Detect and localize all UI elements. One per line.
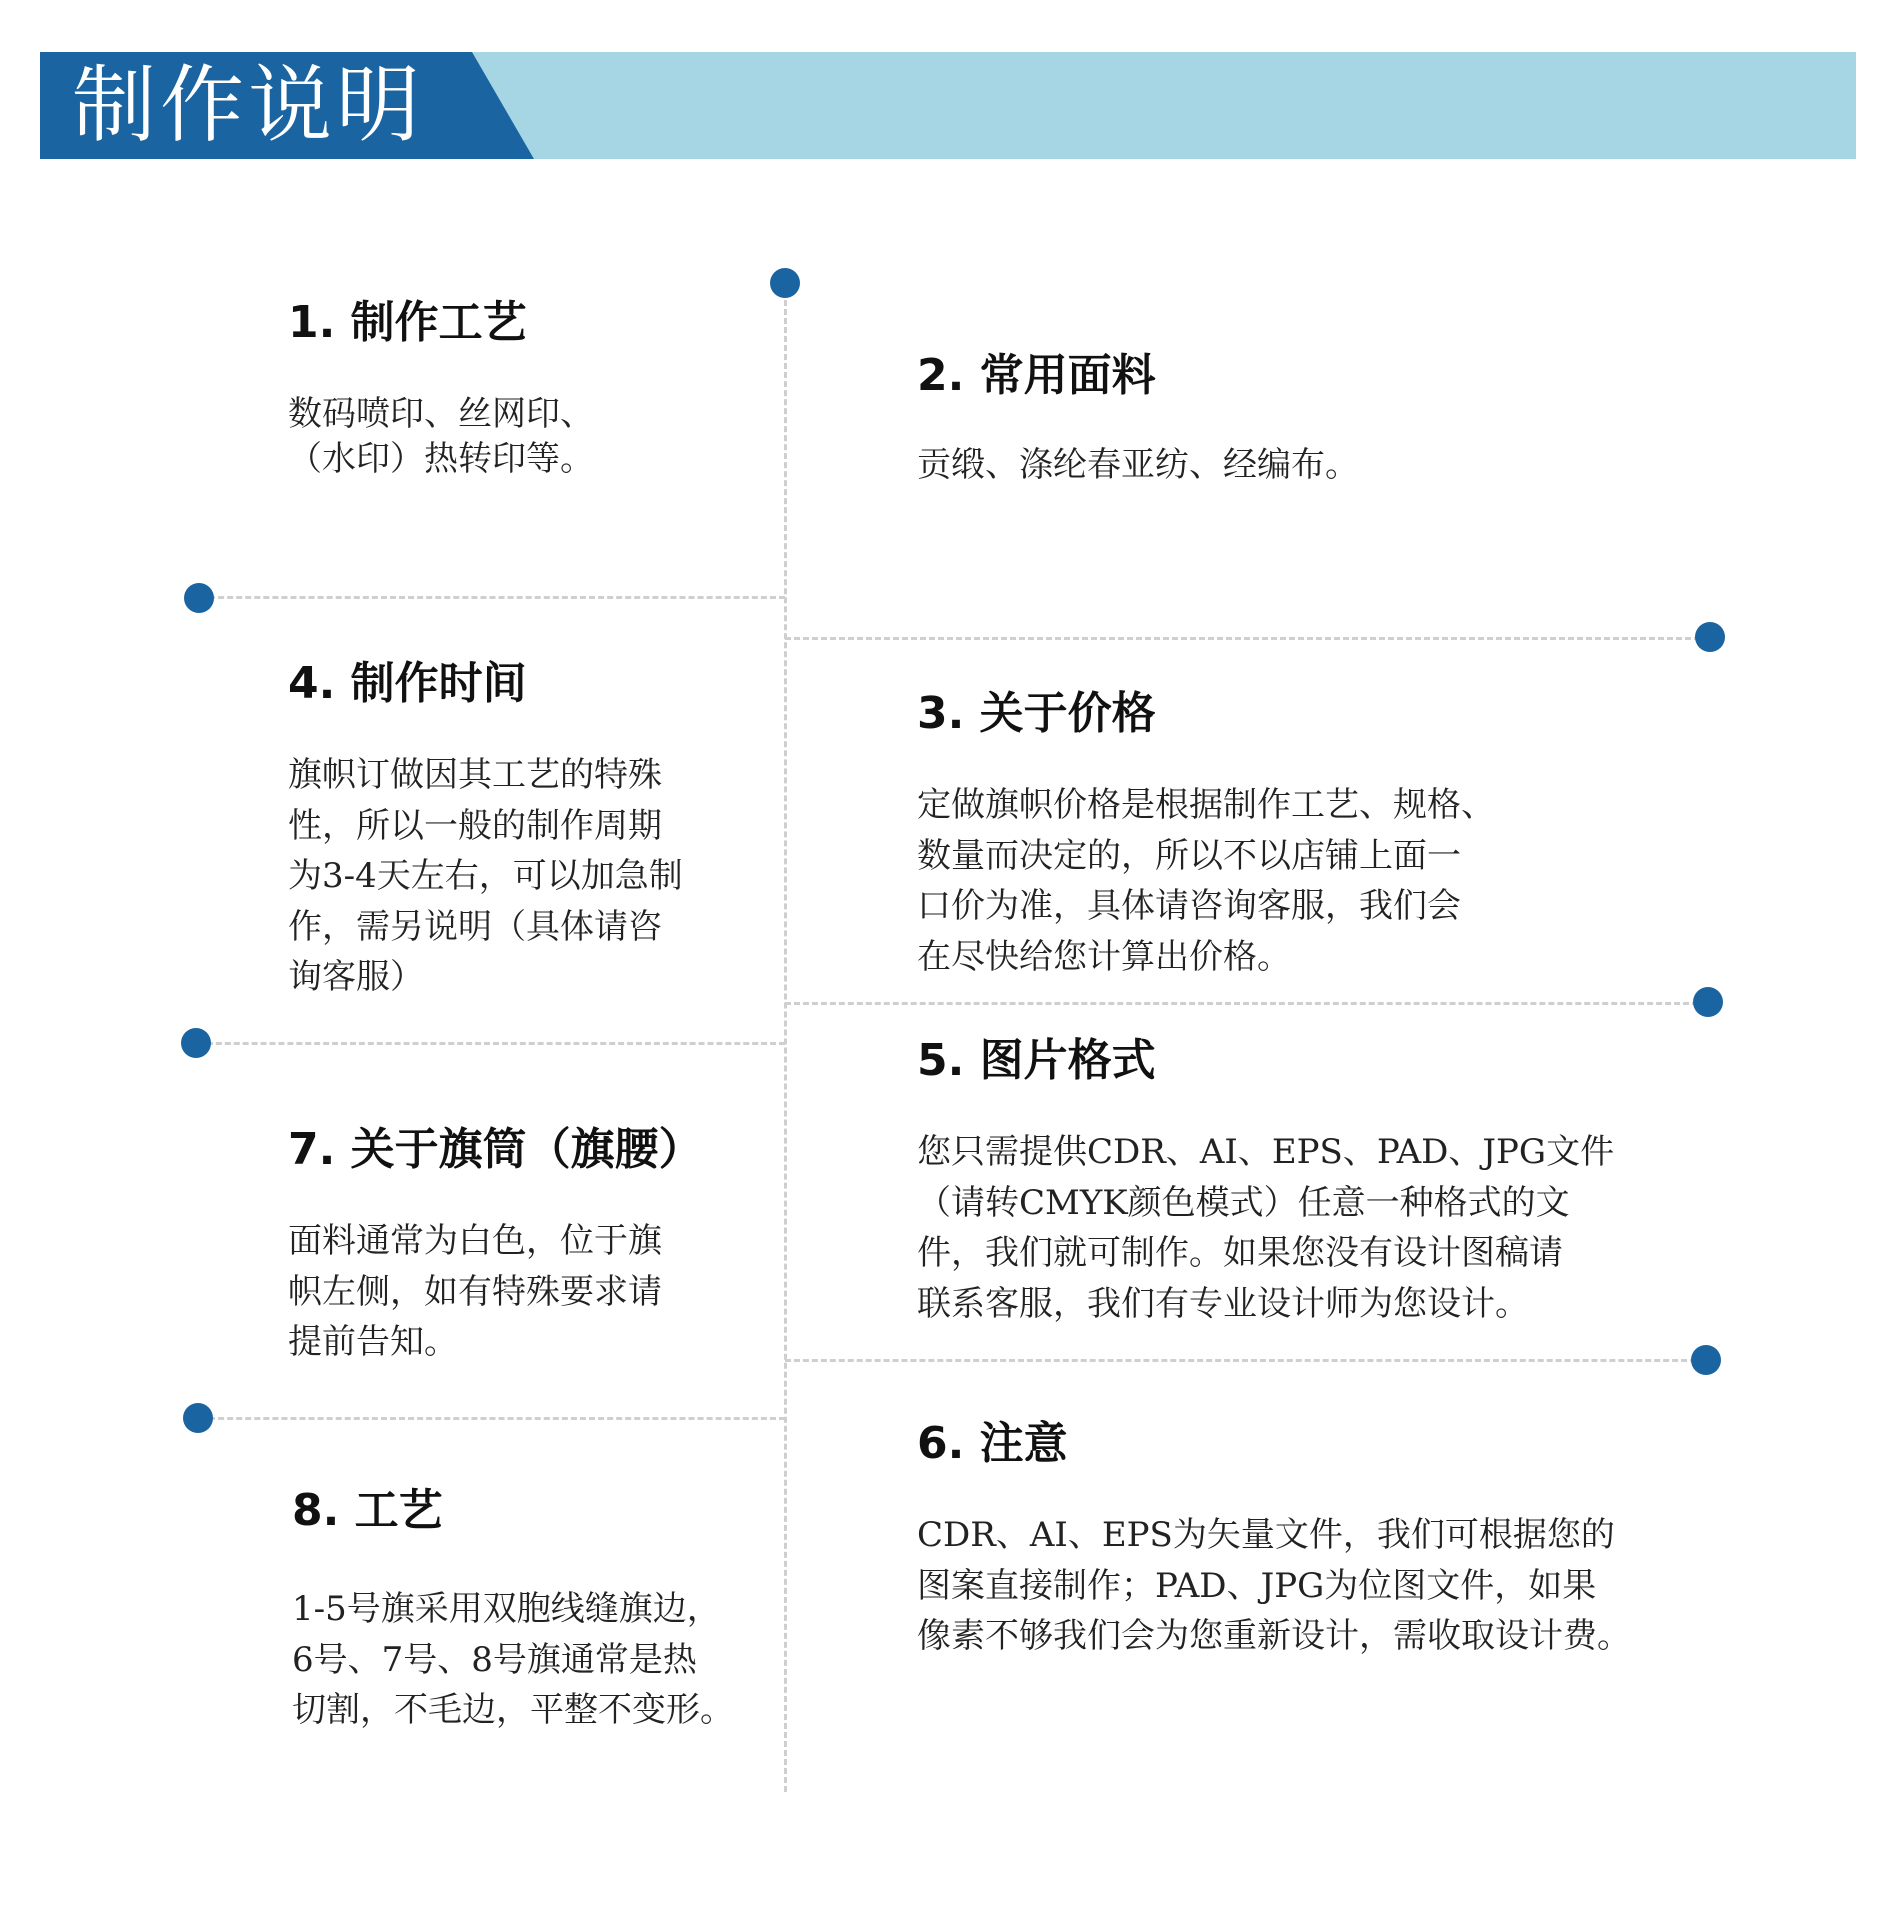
section-card-6 (917, 1418, 1631, 1662)
body-line: 作，需另说明（具体请咨 (288, 906, 662, 947)
body-line: 件，我们就可制作。如果您没有设计图稿请 (917, 1233, 1563, 1273)
divider-left-2 (198, 1042, 785, 1045)
section-title: 6. 注意 (917, 1418, 1068, 1469)
timeline-dot (183, 1403, 213, 1433)
timeline-dot (1695, 622, 1725, 652)
timeline-dot (184, 583, 214, 613)
section-title: 3. 关于价格 (917, 688, 1156, 739)
body-line: 提前告知。 (288, 1322, 458, 1362)
section-body (917, 1127, 1614, 1329)
body-line: 在尽快给您计算出价格。 (917, 936, 1291, 977)
section-body (917, 440, 1359, 491)
body-line: 旗帜订做因其工艺的特殊 (288, 755, 662, 795)
body-line: 数码喷印、丝网印、 (288, 394, 594, 434)
body-line: 贡缎、涤纶春亚纺、经编布。 (917, 445, 1359, 485)
timeline-dot (181, 1028, 211, 1058)
body-line: （水印）热转印等。 (288, 438, 594, 479)
body-line: 为3-4天左右，可以加急制 (288, 856, 683, 896)
section-title: 1. 制作工艺 (288, 297, 527, 348)
divider-right-2 (785, 1002, 1707, 1005)
body-line: 定做旗帜价格是根据制作工艺、规格、 (917, 785, 1495, 825)
section-body (917, 1510, 1631, 1662)
section-card-3 (917, 688, 1495, 982)
section-card-5 (917, 1035, 1614, 1329)
divider-right-1 (785, 637, 1709, 640)
timeline-dot (770, 268, 800, 298)
timeline-vertical-line (784, 282, 787, 1792)
page-title: 制作说明 (72, 56, 425, 154)
section-title: 7. 关于旗筒（旗腰） (288, 1124, 703, 1175)
section-card-1 (288, 297, 594, 484)
body-line: 图案直接制作；PAD、JPG为位图文件，如果 (917, 1565, 1597, 1606)
timeline-dot (1691, 1345, 1721, 1375)
body-line: CDR、AI、EPS为矢量文件，我们可根据您的 (917, 1515, 1615, 1555)
body-line: 面料通常为白色，位于旗 (288, 1221, 662, 1261)
body-line: 联系客服，我们有专业设计师为您设计。 (917, 1283, 1529, 1324)
body-line: 6号、7号、8号旗通常是热 (292, 1639, 697, 1680)
body-line: 口价为准，具体请咨询客服，我们会 (917, 886, 1461, 926)
body-line: 询客服） (288, 957, 424, 997)
timeline-dot (1693, 987, 1723, 1017)
section-body (288, 750, 683, 1003)
body-line: 您只需提供CDR、AI、EPS、PAD、JPG文件 (917, 1132, 1615, 1172)
section-body (288, 389, 594, 484)
divider-left-3 (200, 1417, 785, 1420)
body-line: 切割，不毛边，平整不变形。 (292, 1690, 734, 1730)
section-card-2 (917, 350, 1359, 491)
section-title: 2. 常用面料 (917, 350, 1156, 401)
body-line: （请转CMYK颜色模式）任意一种格式的文 (917, 1182, 1570, 1223)
section-body (288, 1216, 703, 1368)
divider-left-1 (200, 596, 785, 599)
body-line: 像素不够我们会为您重新设计，需收取设计费。 (917, 1616, 1631, 1656)
section-card-7 (288, 1124, 703, 1368)
body-line: 数量而决定的，所以不以店铺上面一 (917, 835, 1461, 876)
divider-right-3 (785, 1359, 1705, 1362)
section-title: 8. 工艺 (292, 1485, 443, 1536)
section-body (917, 780, 1495, 982)
body-line: 帜左侧，如有特殊要求请 (288, 1271, 662, 1312)
section-title: 4. 制作时间 (288, 658, 527, 709)
body-line: 性，所以一般的制作周期 (288, 805, 662, 846)
section-title: 5. 图片格式 (917, 1035, 1156, 1086)
section-card-4 (288, 658, 683, 1003)
body-line: 1-5号旗采用双胞线缝旗边， (292, 1589, 721, 1629)
section-body (292, 1584, 734, 1736)
section-card-8 (292, 1485, 734, 1736)
